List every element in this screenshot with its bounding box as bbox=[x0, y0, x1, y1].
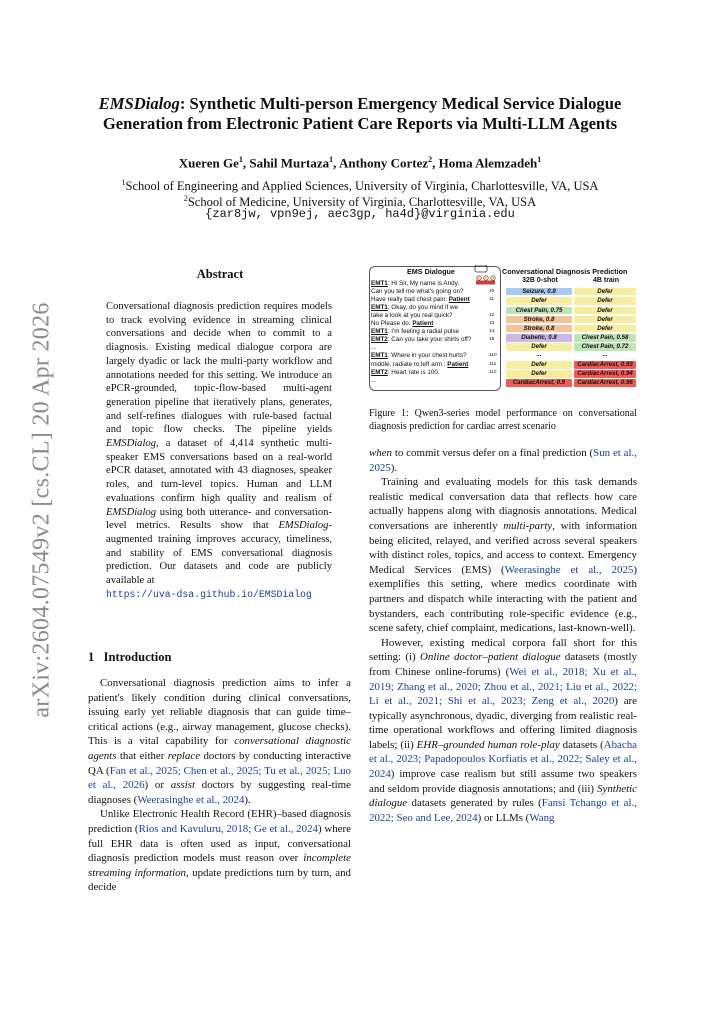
prediction-cell: Defer bbox=[574, 297, 636, 305]
turn-number: 112 bbox=[489, 369, 497, 375]
author-list: Xueren Ge$^1$, Sahil Murtaza$^1$, Anthony Cortez$^2$, Homa Alemzadeh$^1$ bbox=[178, 155, 542, 171]
emphasis-text: conversational diagnostic agents bbox=[88, 735, 352, 762]
emphasis-text: EHR–grounded human role-play bbox=[416, 738, 560, 751]
prediction-cell: CardiacArrest, 0.9 bbox=[506, 379, 572, 387]
turn-number: 110 bbox=[489, 353, 497, 359]
author-name: Anthony Cortez bbox=[338, 155, 429, 171]
right-paragraph-2: However, existing medical corpora fall short for this setting: (i) Online doctor–patient dialogue datasets (mostly from Chinese online-forums) (Wei et al., 2018; Xu et al., 2019; Zhang et al., 2020; Zhou et al., 2021; Liu et al., 2022; Li et al., 2021; Shi et al., 2023; Zeng et al., 2020) are typically asynchronous, dyadic, diverging from realistic real-time operational workflows and offering limited diagnosis labels; (ii) EHR–grounded human role-play datasets (Abacha et al., 2023; Papadopoulos Korfiatis et al., 2022; Saley et al., 2024) improve case realism but still assume two speakers and seldom provide diagnosis annotations; and (iii) Synthetic dialogue datasets generated by rules (Fansi Tchango et al., 2022; Seo and Lee, 2024) or LLMs (Wang bbox=[369, 636, 638, 824]
emphasis-text: assist bbox=[170, 779, 195, 792]
prediction-cell: Defer bbox=[574, 307, 636, 315]
dialog-line: Have really bad chest pain: Patient bbox=[371, 296, 470, 304]
prediction-cell: Chest Pain, 0.58 bbox=[574, 334, 636, 342]
prediction-cell: Chest Pain, 0.75 bbox=[506, 307, 572, 315]
emphasis-text: incomplete streaming information bbox=[88, 852, 351, 879]
turn-number: 111 bbox=[489, 361, 497, 367]
prediction-cell: Stroke, 0.8 bbox=[506, 316, 572, 324]
turn-number: 13 bbox=[489, 321, 495, 327]
citation-link[interactable]: Wei et al., 2018; Xu et al., 2019; Zhang et al., 2020; Zhou et al., 2021; Liu et al., 2022; Li et al., 2021; Shi et al., 2023; Zeng et al., 2020 bbox=[369, 665, 637, 708]
prediction-cells bbox=[369, 266, 637, 390]
dialog-line: EMT1: I'm feeling a radial pulse bbox=[371, 328, 460, 336]
right-paragraph-0: when to commit versus defer on a final prediction (Sun et al., 2025). bbox=[369, 447, 637, 474]
author-name: Xueren Ge bbox=[178, 155, 239, 171]
dialog-line: EMT2: Can you take your shirts off? bbox=[371, 336, 472, 344]
turn-number: 14 bbox=[489, 329, 495, 335]
emphasis-text: Synthetic dialogue bbox=[369, 782, 637, 810]
dialog-line: ... bbox=[371, 344, 377, 352]
dialog-line: ... bbox=[371, 376, 377, 384]
citation-link[interactable]: Weerasinghe et al., 2025 bbox=[504, 563, 634, 576]
figure-caption: Figure 1: Qwen3-series model performance on conversational diagnosis prediction for cardiac arrest scenario bbox=[369, 408, 637, 432]
prediction-cell: Defer bbox=[506, 343, 572, 351]
citation-link[interactable]: Weerasinghe et al., 2024 bbox=[137, 793, 245, 806]
dialog-line: EMT1: Okay, do you mind if we bbox=[371, 304, 459, 312]
emphasis-text: when bbox=[369, 447, 392, 459]
citation-link[interactable]: Abacha et al., 2023; Papadopoulos Korfiatis et al., 2022; Saley et al., 2024 bbox=[369, 738, 638, 781]
prediction-cell: ... bbox=[536, 351, 542, 358]
prediction-cell: Stroke, 0.8 bbox=[506, 325, 572, 333]
affiliation-1: $^1$School of Engineering and Applied Sciences, University of Virginia, Charlottesville, VA, USA bbox=[121, 178, 599, 194]
prediction-cell: CardiacArrest, 0.94 bbox=[574, 370, 636, 378]
prediction-cell: Defer bbox=[574, 325, 636, 333]
emphasis-text: Online doctor–patient dialogue bbox=[420, 651, 561, 664]
dialog-line: EMT1: Where in your chest hurts? bbox=[371, 352, 467, 360]
prediction-cell: Defer bbox=[574, 288, 636, 296]
dialog-title: EMS Dialogue bbox=[407, 267, 455, 276]
turn-number: 10 bbox=[489, 289, 495, 295]
citation-link[interactable]: Wang bbox=[529, 811, 555, 824]
citation-link[interactable]: Fan et al., 2025; Chen et al., 2025; Tu et al., 2025; Luo et al., 2026 bbox=[88, 764, 351, 792]
title-emphasis: EMSDialog bbox=[98, 94, 180, 113]
dialog-line: No Please do: Patient bbox=[371, 320, 434, 328]
arxiv-id: arXiv:2604.07549v2 [cs.CL] 20 Apr 2026 bbox=[28, 302, 55, 718]
project-url-link[interactable]: https://uva-dsa.github.io/EMSDialog bbox=[106, 588, 312, 600]
prediction-cell: Defer bbox=[574, 316, 636, 324]
title-line2: Generation from Electronic Patient Care Reports via Multi-LLM Agents bbox=[102, 114, 618, 133]
abstract-body: Conversational diagnosis prediction requires models to track evolving evidence in streaming clinical conversations and decide when to commit to a diagnosis. Existing medical dialogue corpora are largely dyadic or lack the multi-party workflow and annotations needed for this setting. We introduce an ePCR-grounded, topic-flow-based multi-agent generation pipeline that iteratively plans, generates, and self-refines dialogues with rule-based factual and topic flow checks. The pipeline yields EMSDialog, a dataset of 4,414 synthetic multi-speaker EMS conversations based on a real-world ePCR dataset, annotated with 43 diagnoses, speaker roles, and turn-level topics. Human and LLM evaluations confirm high quality and realism of EMSDialog using both utterance- and conversation-level metrics. Results show that EMSDialog-augmented training improves accuracy, timeliness, and stability of EMS conversational diagnosis prediction. Our datasets and code are publicly available at https://uva-dsa.github.io/EMSDialog bbox=[106, 301, 332, 600]
prediction-cell: Defer bbox=[506, 361, 572, 369]
prediction-cell: CardiacArrest, 0.96 bbox=[574, 379, 636, 387]
left-column-body bbox=[88, 676, 351, 895]
author-emails: {zar8jw, vpn9ej, aec3gp, ha4d}@virginia.edu bbox=[205, 207, 515, 221]
dialog-line: middle, radiate to left arm : Patient bbox=[371, 360, 469, 368]
figure-1 bbox=[369, 266, 637, 390]
turn-number: 12 bbox=[489, 313, 495, 319]
intro-paragraph-1: Conversational diagnosis prediction aims to infer a patient's likely condition during clinical conversations, issuing early yet reliable diagnosis that can guide time–critical actions (e.g., airway management, glucose checks). This is a vital capability for conversational diagnostic agents that either replace doctors by conducting interactive QA (Fan et al., 2025; Chen et al., 2025; Tu et al., 2025; Luo et al., 2026) or assist doctors by suggesting real-time diagnoses (Weerasinghe et al., 2024). bbox=[88, 677, 352, 806]
prediction-cell: ... bbox=[602, 351, 608, 358]
citation-link[interactable]: Fansi Tchango et al., 2022; Seo and Lee, 2024 bbox=[369, 797, 637, 824]
right-column-body bbox=[369, 446, 637, 825]
prediction-cell: Chest Pain, 0.72 bbox=[574, 343, 636, 351]
prediction-cell: Defer bbox=[506, 370, 572, 378]
author-name: Homa Alemzadeh bbox=[438, 155, 538, 171]
affiliation-2: $^2$School of Medicine, University of Virginia, Charlottesville, VA, USA bbox=[183, 194, 537, 210]
prediction-cell: CardiacArrest, 0.93 bbox=[574, 361, 636, 369]
citation-link[interactable]: Sun et al., 2025 bbox=[369, 447, 637, 474]
title-line1: : Synthetic Multi-person Emergency Medical Service Dialogue bbox=[179, 94, 622, 113]
emphasis-text: multi-party bbox=[503, 519, 553, 532]
turn-number: 15 bbox=[489, 337, 495, 343]
prediction-title: Conversational Diagnosis Prediction bbox=[502, 267, 628, 276]
section-heading: 1 Introduction bbox=[88, 650, 172, 664]
prediction-cell: Diabetic, 0.8 bbox=[506, 334, 572, 342]
turn-number: 11 bbox=[489, 297, 494, 303]
arxiv-sidebar bbox=[22, 300, 62, 720]
intro-paragraph-2: Unlike Electronic Health Record (EHR)–based diagnosis prediction (Rios and Kavuluru, 2018; Ge et al., 2024) where full EHR data is often used as input, conversational diagnosis prediction models must reason over incomplete streaming information, update predictions turn by turn, and decide bbox=[88, 808, 351, 894]
paper-title bbox=[60, 94, 660, 134]
dialog-line: Can you tell me what's going on? bbox=[371, 288, 464, 296]
author-name: Sahil Murtaza bbox=[249, 155, 330, 171]
dialog-line: take a look at you real quick? bbox=[371, 312, 453, 320]
right-paragraph-1: Training and evaluating models for this task demands realistic medical conversation data that reflects how care actually happens along with diagnosis annotations. Medical conversations are inherently multi-party, with information being elicited, relayed, and verified across several speakers with distinct roles, topics, and access to context. Emergency Medical Services (EMS) (Weerasinghe et al., 2025) exemplifies this setting, where medics coordinate with partners and dispatch while interacting with the patient and bystanders, each contributing role-specific evidence (e.g., scene safety, chief complaint, medications, last-known-well). bbox=[369, 476, 637, 635]
prediction-cell: Defer bbox=[506, 297, 572, 305]
prediction-cell: Seizure, 0.8 bbox=[506, 288, 572, 296]
abstract-heading: Abstract bbox=[196, 267, 244, 281]
col-header-a: 32B 0-shot bbox=[522, 277, 558, 284]
citation-link[interactable]: Rios and Kavuluru, 2018; Ge et al., 2024 bbox=[138, 822, 318, 835]
dialog-line: EMT2: Heart rate is 100. bbox=[371, 368, 440, 376]
dialog-line: EMT1: Hi Sir, My name is Andy. bbox=[371, 280, 460, 287]
emphasis-text: replace bbox=[167, 749, 201, 762]
col-header-b: 4B train bbox=[592, 277, 620, 284]
